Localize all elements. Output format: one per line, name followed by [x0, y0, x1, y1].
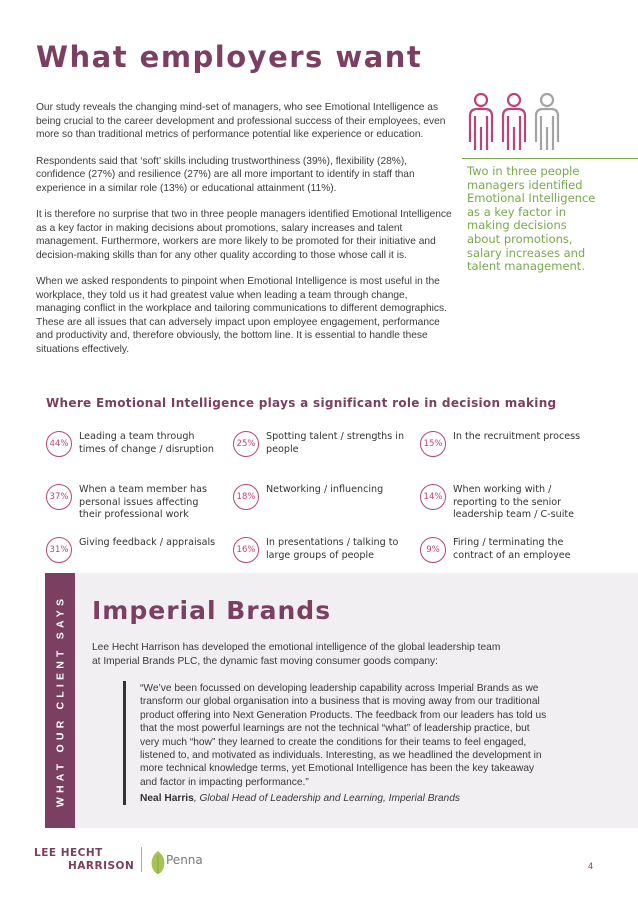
- stat-label: In presentations / talking to large groups of people: [266, 537, 399, 561]
- people-figures-icon: [466, 92, 636, 158]
- client-intro: Lee Hecht Harrison has developed the emotional intelligence of the global leadership team at Imperial Brands PLC, the dynamic fast moving consumer goods company:: [92, 642, 501, 667]
- intro-text: [36, 101, 454, 369]
- stat-percent: 37%: [46, 484, 72, 510]
- stat-percent: 31%: [46, 537, 72, 563]
- stat-percent: 15%: [420, 431, 446, 457]
- intro-paragraph: When we asked respondents to pinpoint when Emotional Intelligence is most useful in the workplace, they told us it had greatest value when leading a team through change, managing conflict in the workplace and tailoring communications to different demographics. These are all issues that can adversely impact upon employee engagement, performance and productivity and, therefore obviously, the bottom line. It is essential to handle these situations effectively.: [36, 276, 447, 355]
- stat-label: Leading a team through times of change / disruption: [79, 431, 214, 455]
- client-sidebar: [45, 573, 75, 828]
- client-quote: “We’ve been focussed on developing leadership capability across Imperial Brands as we transform our global organisation into a business that is moving away from our traditional product offering into Next Generation Products. The feedback from our leaders has told us that the most powerful learnings are not the technical “what” of leadership practice, but very much “how” they learned to create the conditions for their teams to feel engaged, listened to, and motivated as individuals. Interesting, as we headlined the development in more technical knowledge terms, yet Emotional Intelligence has been the key takeaway and factor in impacting performance.”: [140, 683, 547, 788]
- divider: [462, 158, 638, 159]
- logo-divider: [141, 847, 142, 872]
- stat-percent: 44%: [46, 431, 72, 457]
- intro-paragraph: Our study reveals the changing mind-set of managers, who see Emotional Intelligence as being crucial to the career development and professional success of their employees, even more so than traditional metrics of performance potential like experience or education.: [36, 102, 446, 140]
- intro-paragraph: It is therefore no surprise that two in three people managers identified Emotional Intelligence as a key factor in making decisions about promotions, salary increases and talent management. Furthermore, workers are more likely to be promoted for their initiative and decision-making skills than for any other quality according to those whose call it is.: [36, 209, 452, 261]
- person-icon: [532, 92, 562, 152]
- penna-logo-text: Penna: [166, 853, 203, 867]
- person-icon: [466, 92, 496, 152]
- lhh-logo: [34, 847, 134, 873]
- stat-label: Giving feedback / appraisals: [79, 537, 216, 548]
- stat-label: In the recruitment process: [453, 431, 581, 442]
- stat-label: Spotting talent / strengths in people: [266, 431, 405, 455]
- stat-percent: 14%: [420, 484, 446, 510]
- quote-bar: [123, 681, 126, 805]
- callout-text: Two in three people managers identified Emotional Intelligence as a key factor in making decisions about promotions, salary increases and talent management.: [467, 164, 596, 274]
- stat-percent: 16%: [233, 537, 259, 563]
- stat-percent: 9%: [420, 537, 446, 563]
- intro-paragraph: Respondents said that ‘soft’ skills including trustworthiness (39%), flexibility (28%), confidence (27%) and resilience (27%) are all more important to identify in staff than experience in a similar role (13%) or educational attainment (11%).: [36, 155, 415, 194]
- attribution-role: , Global Head of Leadership and Learning, Imperial Brands: [193, 793, 460, 804]
- stat-percent: 18%: [233, 484, 259, 510]
- logo-line-2: HARRISON: [68, 860, 135, 872]
- person-icon: [499, 92, 529, 152]
- stat-label: Networking / influencing: [266, 484, 384, 495]
- attribution-name: Neal Harris: [140, 793, 194, 804]
- page-number: 4: [588, 861, 594, 871]
- section-title: Where Emotional Intelligence plays a significant role in decision making: [46, 396, 557, 410]
- client-title: Imperial Brands: [92, 596, 332, 625]
- logo-line-1: LEE HECHT: [34, 847, 103, 859]
- stat-percent: 25%: [233, 431, 259, 457]
- stat-label: When working with / reporting to the senior leadership team / C-suite: [453, 484, 575, 520]
- page-title: What employers want: [36, 40, 423, 74]
- stat-label: When a team member has personal issues affecting their professional work: [79, 484, 208, 520]
- stat-label: Firing / terminating the contract of an employee: [453, 537, 571, 561]
- quote-attribution: [140, 793, 460, 804]
- sidebar-label: WHAT OUR CLIENT SAYS: [54, 594, 67, 808]
